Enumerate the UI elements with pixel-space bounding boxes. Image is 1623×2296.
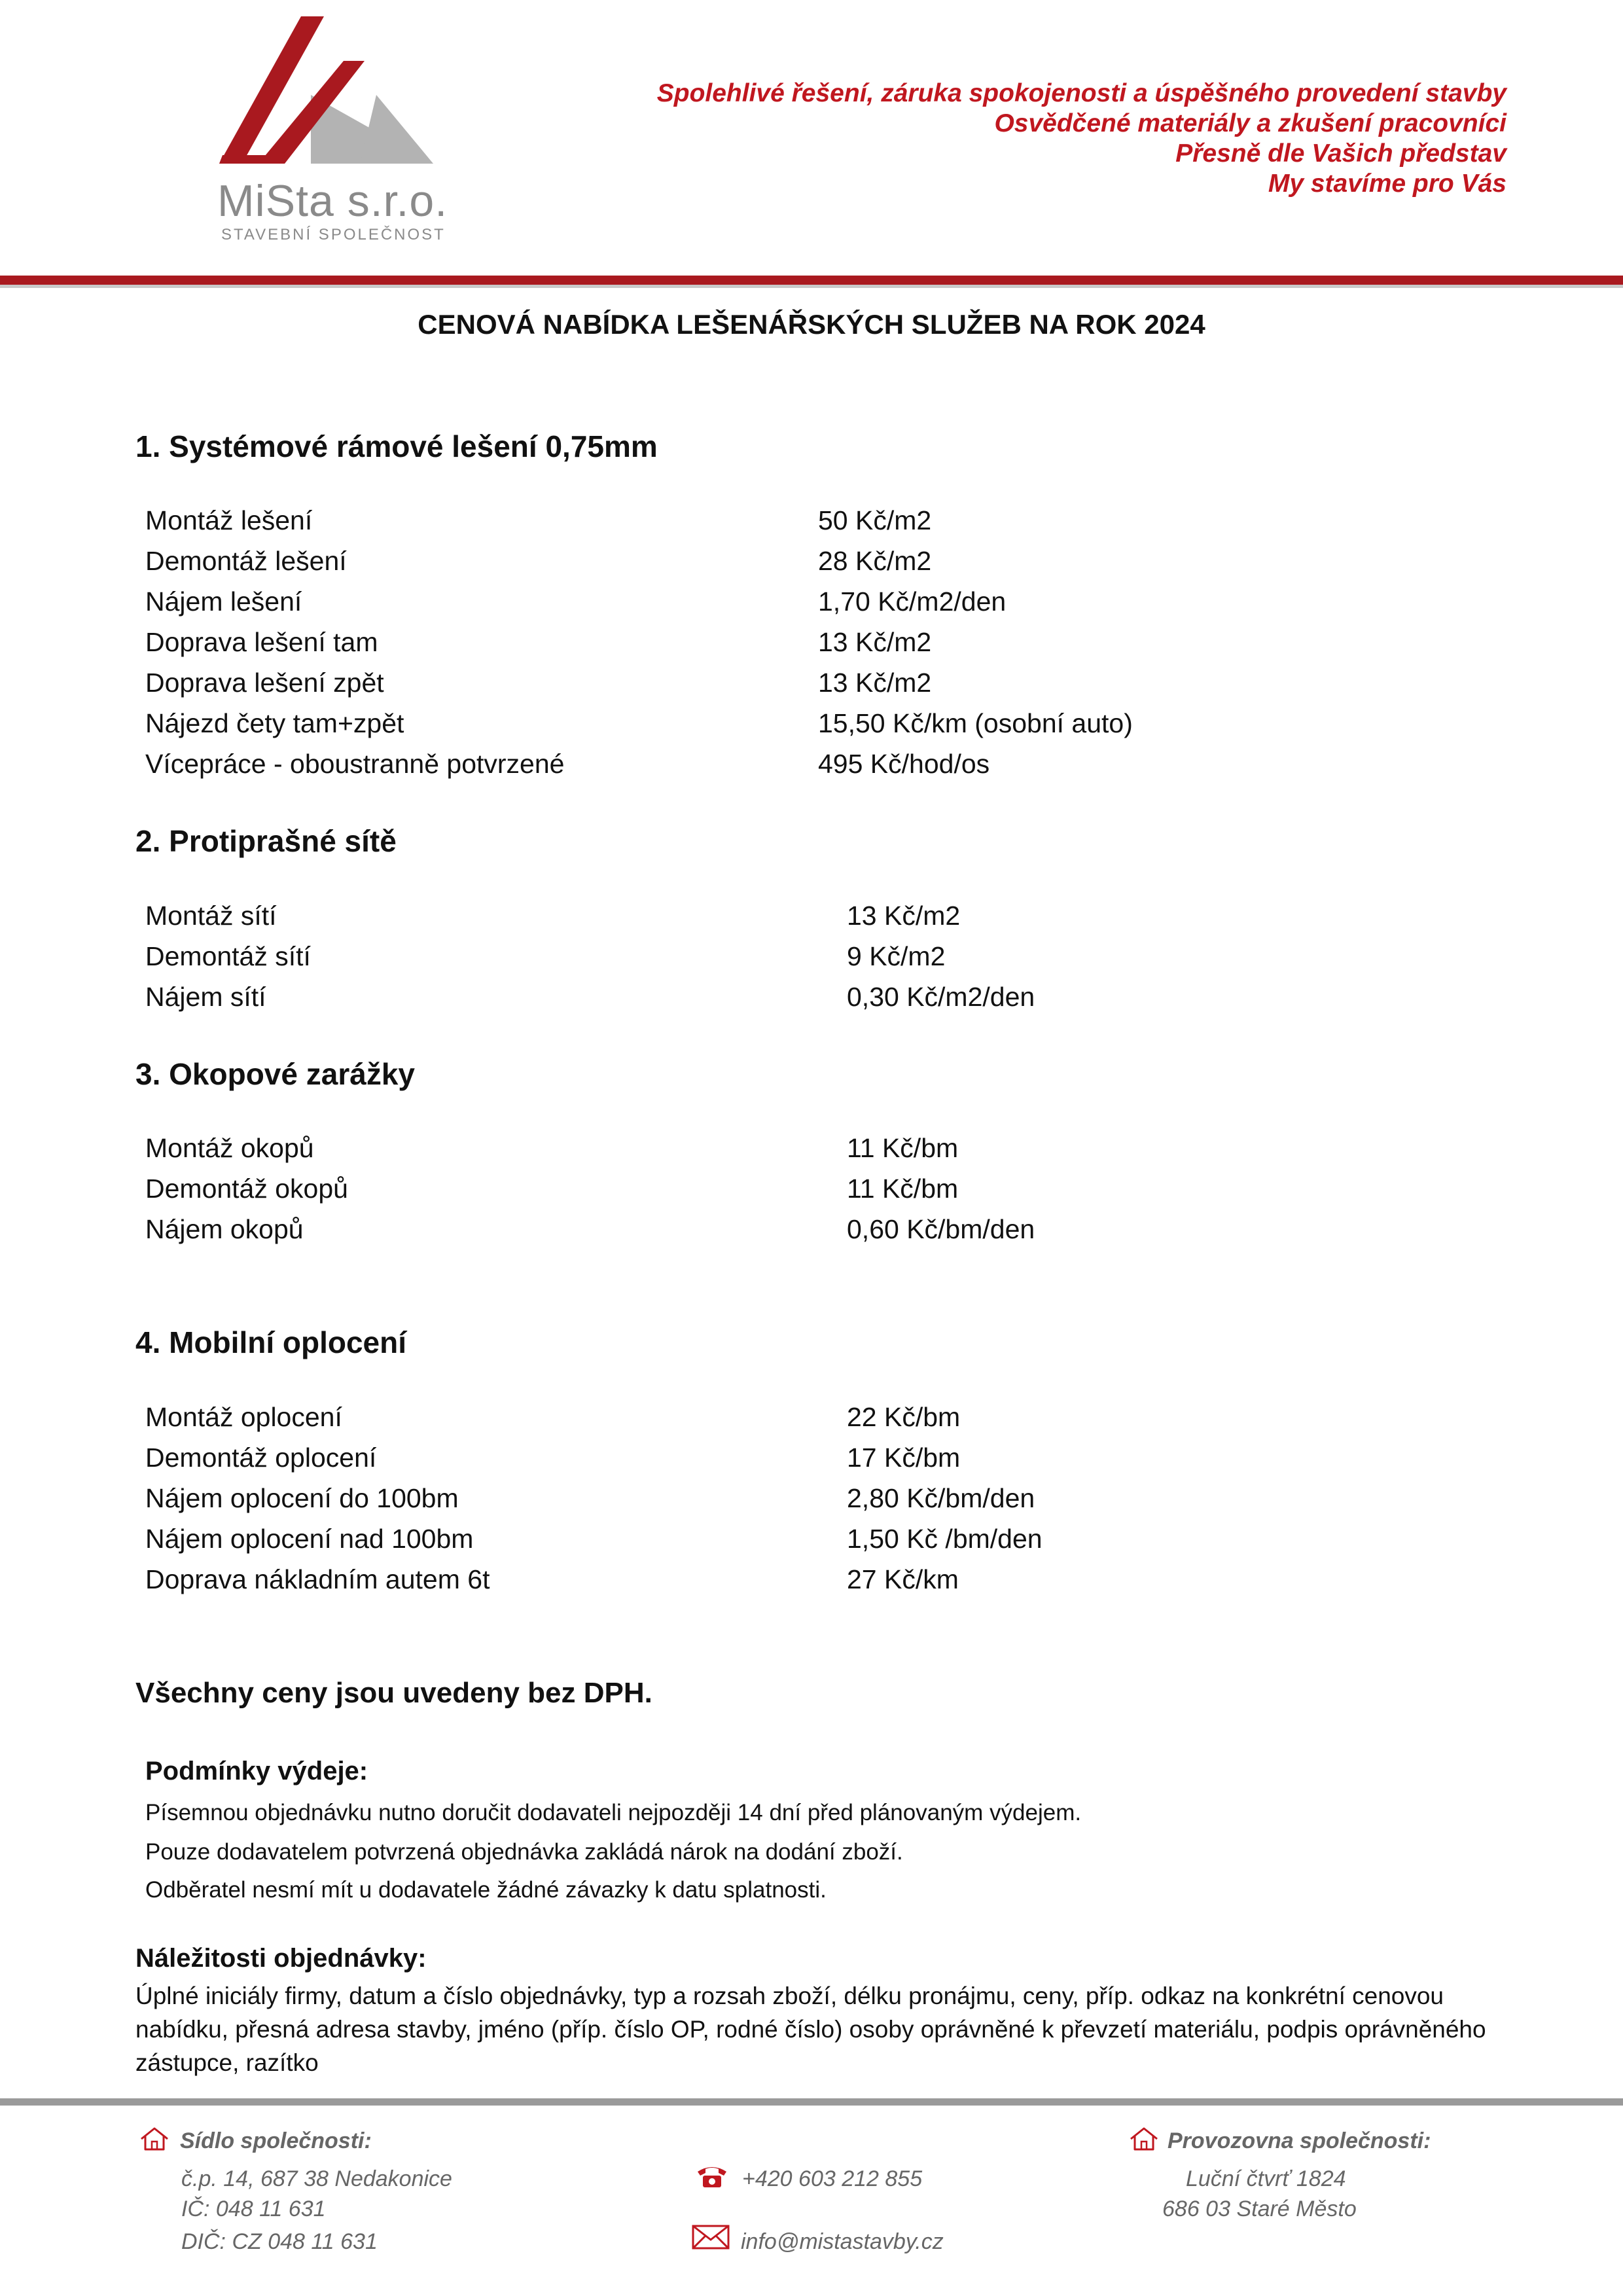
seat-heading: Sídlo společnosti: bbox=[180, 2128, 372, 2153]
price-row bbox=[145, 1524, 1454, 1564]
footer-divider bbox=[0, 2098, 1623, 2106]
item-price: 11 Kč/bm bbox=[847, 1133, 959, 1163]
house-icon bbox=[139, 2126, 170, 2152]
header-divider bbox=[0, 276, 1623, 285]
price-row bbox=[145, 1174, 1454, 1214]
section-heading: 4. Mobilní oplocení bbox=[135, 1325, 406, 1359]
section-heading: 1. Systémové rámové lešení 0,75mm bbox=[135, 429, 658, 463]
item-price: 13 Kč/m2 bbox=[818, 668, 932, 698]
item-price: 495 Kč/hod/os bbox=[818, 749, 990, 779]
item-price: 50 Kč/m2 bbox=[818, 505, 932, 535]
item-label: Nájem oplocení do 100bm bbox=[145, 1483, 459, 1513]
price-row bbox=[145, 1133, 1454, 1174]
branch-street: Luční čtvrť 1824 bbox=[1186, 2166, 1346, 2191]
price-row bbox=[145, 1214, 1454, 1255]
item-price: 27 Kč/km bbox=[847, 1564, 959, 1594]
section-heading: 3. Okopové zarážky bbox=[135, 1057, 415, 1091]
slogans bbox=[657, 79, 1507, 199]
logo-red-slash-left bbox=[219, 16, 324, 164]
conditions-heading: Podmínky výdeje: bbox=[145, 1757, 368, 1785]
item-label: Montáž sítí bbox=[145, 901, 277, 931]
branch-city: 686 03 Staré Město bbox=[1162, 2197, 1357, 2221]
item-label: Nájem sítí bbox=[145, 982, 266, 1012]
item-label: Montáž lešení bbox=[145, 505, 313, 535]
company-name: MiSta s.r.o. bbox=[217, 176, 448, 226]
vat-note: Všechny ceny jsou uvedeny bez DPH. bbox=[135, 1677, 652, 1709]
seat-dic: DIČ: CZ 048 11 631 bbox=[181, 2229, 378, 2254]
slogan-line: Přesně dle Vašich představ bbox=[1175, 139, 1507, 168]
company-subtitle: STAVEBNÍ SPOLEČNOST bbox=[221, 226, 446, 243]
price-row bbox=[145, 982, 1454, 1022]
document-title: CENOVÁ NABÍDKA LEŠENÁŘSKÝCH SLUŽEB NA ROK 2024 bbox=[418, 309, 1205, 340]
item-label: Demontáž okopů bbox=[145, 1174, 348, 1204]
order-requirements-text: Úplné iniciály firmy, datum a číslo objednávky, typ a rozsah zboží, délku pronájmu, ceny, příp. odkaz na konkrétní cenovou nabídku, přesná adresa stavby, jméno (příp. číslo OP, rodné číslo) osoby oprávněné k převzetí materiálu, podpis oprávněného zástupce, razítko bbox=[135, 1982, 1486, 2076]
item-price: 0,60 Kč/bm/den bbox=[847, 1214, 1035, 1244]
branch-heading: Provozovna společnosti: bbox=[1168, 2128, 1431, 2153]
price-row bbox=[145, 1443, 1454, 1483]
price-row bbox=[145, 1402, 1454, 1443]
slogan-line: Osvědčené materiály a zkušení pracovníci bbox=[994, 109, 1507, 137]
condition-line: Písemnou objednávku nutno doručit dodavateli nejpozději 14 dní před plánovaným výdejem. bbox=[145, 1800, 1082, 1825]
item-price: 15,50 Kč/km (osobní auto) bbox=[818, 708, 1133, 738]
price-row bbox=[145, 1564, 1454, 1605]
item-label: Demontáž lešení bbox=[145, 546, 347, 576]
item-label: Nájem okopů bbox=[145, 1214, 304, 1244]
item-price: 9 Kč/m2 bbox=[847, 941, 946, 971]
item-price: 17 Kč/bm bbox=[847, 1443, 961, 1473]
price-row bbox=[145, 505, 1454, 546]
item-label: Nájem lešení bbox=[145, 586, 302, 617]
seat-address: č.p. 14, 687 38 Nedakonice bbox=[181, 2166, 452, 2191]
price-row bbox=[145, 749, 1454, 789]
item-label: Nájem oplocení nad 100bm bbox=[145, 1524, 474, 1554]
envelope-icon bbox=[691, 2224, 730, 2250]
price-row bbox=[145, 708, 1454, 749]
item-price: 13 Kč/m2 bbox=[818, 627, 932, 657]
item-label: Nájezd čety tam+zpět bbox=[145, 708, 404, 738]
house-icon bbox=[1128, 2126, 1160, 2152]
item-price: 1,70 Kč/m2/den bbox=[818, 586, 1007, 617]
item-price: 2,80 Kč/bm/den bbox=[847, 1483, 1035, 1513]
section-heading: 2. Protiprašné sítě bbox=[135, 824, 397, 858]
item-price: 11 Kč/bm bbox=[847, 1174, 959, 1204]
slogan-line: My stavíme pro Vás bbox=[1268, 170, 1507, 198]
price-row bbox=[145, 586, 1454, 627]
item-label: Doprava lešení zpět bbox=[145, 668, 384, 698]
price-row bbox=[145, 1483, 1454, 1524]
item-label: Montáž okopů bbox=[145, 1133, 314, 1163]
item-price: 13 Kč/m2 bbox=[847, 901, 961, 931]
condition-line: Odběratel nesmí mít u dodavatele žádné závazky k datu splatnosti. bbox=[145, 1877, 827, 1903]
slogan-line: Spolehlivé řešení, záruka spokojenosti a úspěšného provedení stavby bbox=[656, 79, 1507, 107]
contact-email[interactable]: info@mistastavby.cz bbox=[741, 2229, 944, 2254]
price-row bbox=[145, 627, 1454, 668]
item-price: 0,30 Kč/m2/den bbox=[847, 982, 1035, 1012]
phone-icon bbox=[695, 2161, 729, 2190]
item-label: Doprava lešení tam bbox=[145, 627, 378, 657]
order-requirements-heading: Náležitosti objednávky: bbox=[135, 1944, 427, 1973]
header-divider-shadow bbox=[0, 285, 1623, 288]
price-row bbox=[145, 901, 1454, 941]
item-label: Montáž oplocení bbox=[145, 1402, 342, 1432]
item-price: 1,50 Kč /bm/den bbox=[847, 1524, 1043, 1554]
condition-line: Pouze dodavatelem potvrzená objednávka zakládá nárok na dodání zboží. bbox=[145, 1839, 903, 1865]
price-row bbox=[145, 546, 1454, 586]
item-label: Demontáž oplocení bbox=[145, 1443, 377, 1473]
contact-phone[interactable]: +420 603 212 855 bbox=[742, 2166, 923, 2191]
seat-ic: IČ: 048 11 631 bbox=[181, 2197, 326, 2221]
item-label: Demontáž sítí bbox=[145, 941, 311, 971]
item-label: Doprava nákladním autem 6t bbox=[145, 1564, 490, 1594]
item-price: 22 Kč/bm bbox=[847, 1402, 961, 1432]
price-row bbox=[145, 941, 1454, 982]
item-label: Vícepráce - oboustranně potvrzené bbox=[145, 749, 565, 779]
price-row bbox=[145, 668, 1454, 708]
item-price: 28 Kč/m2 bbox=[818, 546, 932, 576]
